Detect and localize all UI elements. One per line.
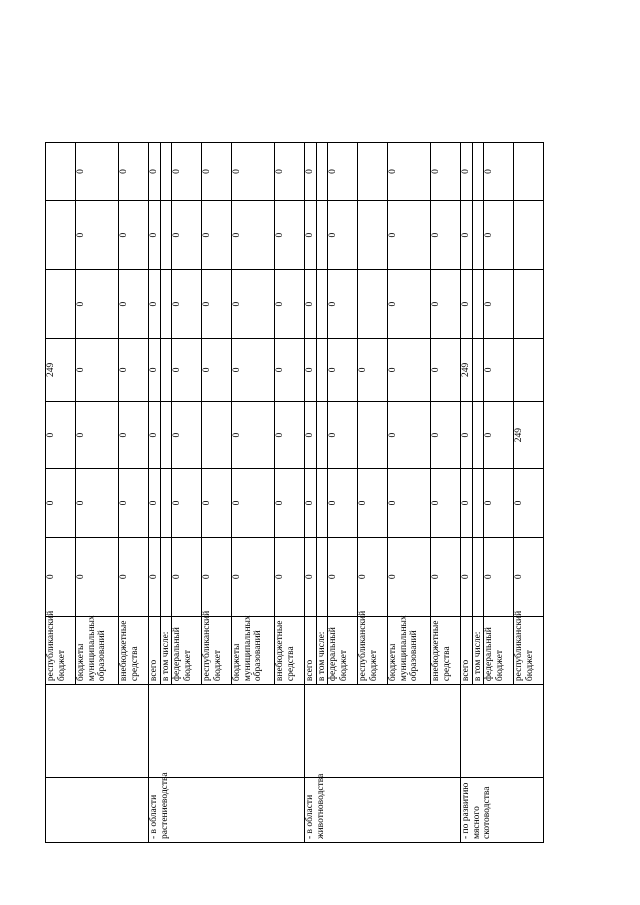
value-cell: 0 — [461, 200, 473, 269]
value-cell — [472, 270, 484, 338]
value-cell: 0 — [149, 338, 161, 401]
funding-source-label: в том числе: — [316, 616, 328, 684]
value-cell: 0 — [305, 270, 317, 338]
value-cell: 0 — [76, 142, 119, 200]
value-cell: 0 — [431, 537, 461, 616]
value-cell: 0 — [202, 537, 232, 616]
funding-source-label: в том числе: — [472, 616, 484, 684]
value-cell: 0 — [149, 401, 161, 468]
funding-source-label: в том числе: — [160, 616, 172, 684]
empty-column-cell — [149, 685, 305, 778]
value-cell: 0 — [172, 338, 202, 401]
value-cell: 0 — [358, 537, 388, 616]
value-cell: 0 — [149, 270, 161, 338]
value-cell: 0 — [202, 142, 232, 200]
funding-source-label: бюджеты муниципальных образований — [76, 616, 119, 684]
value-cell: 0 — [328, 270, 358, 338]
table-row — [305, 65, 317, 843]
value-cell: 0 — [431, 200, 461, 269]
value-cell: 0 — [484, 537, 514, 616]
value-cell: 0 — [232, 469, 275, 537]
value-cell: 0 — [461, 469, 473, 537]
value-cell: 249 — [46, 338, 76, 401]
empty-column-cell — [46, 685, 149, 778]
value-cell: 0 — [431, 142, 461, 200]
value-cell — [316, 401, 328, 468]
budget-table — [45, 64, 544, 843]
value-cell: 0 — [119, 142, 149, 200]
value-cell: 0 — [275, 338, 305, 401]
value-cell — [316, 338, 328, 401]
value-cell: 0 — [232, 338, 275, 401]
value-cell: 0 — [149, 142, 161, 200]
section-title-cell: - в области животноводства — [305, 777, 461, 842]
value-cell: 0 — [119, 270, 149, 338]
value-cell: 0 — [305, 401, 317, 468]
value-cell: 0 — [202, 200, 232, 269]
value-cell: 0 — [484, 270, 514, 338]
value-cell: 0 — [328, 338, 358, 401]
funding-source-label: республиканский бюджет — [46, 616, 76, 684]
value-cell: 0 — [119, 537, 149, 616]
funding-source-label: внебюджетные средства — [431, 616, 461, 684]
value-cell: 0 — [305, 537, 317, 616]
funding-source-label: федеральный бюджет — [172, 616, 202, 684]
value-cell: 0 — [172, 142, 202, 200]
value-cell: 0 — [232, 401, 275, 468]
value-cell: 0 — [305, 338, 317, 401]
value-cell — [472, 200, 484, 269]
value-cell: 0 — [275, 200, 305, 269]
value-cell: 0 — [275, 270, 305, 338]
value-cell: 0 — [514, 469, 544, 537]
value-cell: 0 — [172, 537, 202, 616]
value-cell — [316, 537, 328, 616]
value-cell: 0 — [76, 469, 119, 537]
value-cell: 0 — [172, 469, 202, 537]
table-row — [46, 65, 76, 843]
value-cell: 0 — [328, 469, 358, 537]
value-cell: 0 — [275, 142, 305, 200]
value-cell: 0 — [275, 401, 305, 468]
value-cell — [160, 537, 172, 616]
value-cell: 0 — [484, 200, 514, 269]
value-cell — [316, 200, 328, 269]
value-cell: 0 — [484, 338, 514, 401]
value-cell: 0 — [305, 200, 317, 269]
value-cell: 0 — [172, 200, 202, 269]
value-cell — [514, 338, 544, 401]
value-cell — [472, 142, 484, 200]
funding-source-label: федеральный бюджет — [484, 616, 514, 684]
value-cell: 249 — [514, 401, 544, 468]
value-cell: 0 — [328, 537, 358, 616]
value-cell: 0 — [76, 401, 119, 468]
funding-source-label: республиканский бюджет — [358, 616, 388, 684]
value-cell — [316, 270, 328, 338]
value-cell: 0 — [149, 200, 161, 269]
value-cell: 0 — [202, 338, 232, 401]
funding-source-label: внебюджетные средства — [275, 616, 305, 684]
value-cell: 0 — [358, 338, 388, 401]
value-cell: 0 — [76, 270, 119, 338]
value-cell: 0 — [461, 537, 473, 616]
funding-source-label: бюджеты муниципальных образований — [388, 616, 431, 684]
value-cell: 0 — [76, 338, 119, 401]
value-cell: 0 — [76, 537, 119, 616]
value-cell — [472, 537, 484, 616]
value-cell: 0 — [172, 270, 202, 338]
value-cell: 0 — [149, 537, 161, 616]
section-title-cell: - по развитию мясного скотоводства — [461, 777, 544, 842]
value-cell: 249 — [461, 338, 473, 401]
value-cell: 0 — [119, 338, 149, 401]
value-cell: 0 — [358, 469, 388, 537]
value-cell — [46, 270, 76, 338]
value-cell — [160, 469, 172, 537]
value-cell: 0 — [431, 401, 461, 468]
empty-column-cell — [305, 685, 461, 778]
value-cell: 0 — [232, 270, 275, 338]
funding-source-label: республиканский бюджет — [202, 616, 232, 684]
budget-table-body — [46, 65, 544, 843]
value-cell: 0 — [119, 401, 149, 468]
value-cell — [160, 401, 172, 468]
section-title-cell: - в области растениеводства — [149, 777, 305, 842]
value-cell — [358, 142, 388, 200]
value-cell: 0 — [305, 142, 317, 200]
value-cell: 0 — [431, 469, 461, 537]
funding-source-label: федеральный бюджет — [328, 616, 358, 684]
value-cell: 0 — [461, 142, 473, 200]
value-cell: 0 — [328, 142, 358, 200]
value-cell — [316, 142, 328, 200]
value-cell: 0 — [461, 270, 473, 338]
value-cell — [160, 200, 172, 269]
value-cell — [160, 142, 172, 200]
funding-source-label: всего — [461, 616, 473, 684]
value-cell: 0 — [461, 401, 473, 468]
value-cell: 0 — [275, 537, 305, 616]
value-cell: 0 — [76, 200, 119, 269]
value-cell — [46, 142, 76, 200]
table-row — [149, 65, 161, 843]
value-cell: 0 — [431, 338, 461, 401]
section-title-cell — [46, 777, 149, 842]
value-cell — [46, 200, 76, 269]
value-cell — [358, 270, 388, 338]
value-cell — [202, 401, 232, 468]
value-cell: 0 — [514, 537, 544, 616]
value-cell: 0 — [328, 200, 358, 269]
value-cell: 0 — [172, 401, 202, 468]
value-cell: 0 — [46, 537, 76, 616]
value-cell — [160, 270, 172, 338]
value-cell: 0 — [202, 270, 232, 338]
value-cell — [472, 338, 484, 401]
value-cell: 0 — [484, 401, 514, 468]
value-cell: 0 — [484, 142, 514, 200]
value-cell: 0 — [232, 200, 275, 269]
value-cell: 0 — [232, 142, 275, 200]
value-cell: 0 — [388, 200, 431, 269]
funding-source-label: внебюджетные средства — [119, 616, 149, 684]
table-row — [461, 65, 473, 843]
value-cell: 0 — [232, 537, 275, 616]
funding-source-label: всего — [305, 616, 317, 684]
value-cell: 0 — [328, 401, 358, 468]
value-cell: 0 — [46, 401, 76, 468]
value-cell: 0 — [388, 142, 431, 200]
funding-source-label: республиканский бюджет — [514, 616, 544, 684]
value-cell: 0 — [388, 270, 431, 338]
value-cell — [514, 270, 544, 338]
value-cell: 0 — [305, 469, 317, 537]
funding-source-label: всего — [149, 616, 161, 684]
value-cell — [514, 200, 544, 269]
value-cell: 0 — [149, 469, 161, 537]
value-cell: 0 — [388, 401, 431, 468]
value-cell: 0 — [46, 469, 76, 537]
value-cell — [472, 401, 484, 468]
empty-column-cell — [461, 685, 544, 778]
value-cell: 0 — [388, 537, 431, 616]
value-cell — [316, 469, 328, 537]
value-cell: 0 — [275, 469, 305, 537]
value-cell: 0 — [484, 469, 514, 537]
value-cell — [514, 142, 544, 200]
value-cell — [358, 200, 388, 269]
value-cell: 0 — [388, 338, 431, 401]
value-cell: 0 — [431, 270, 461, 338]
value-cell: 0 — [388, 469, 431, 537]
funding-source-label: бюджеты муниципальных образований — [232, 616, 275, 684]
value-cell — [358, 401, 388, 468]
value-cell — [160, 338, 172, 401]
value-cell: 0 — [119, 200, 149, 269]
value-cell — [472, 469, 484, 537]
value-cell: 0 — [119, 469, 149, 537]
value-cell: 0 — [202, 469, 232, 537]
